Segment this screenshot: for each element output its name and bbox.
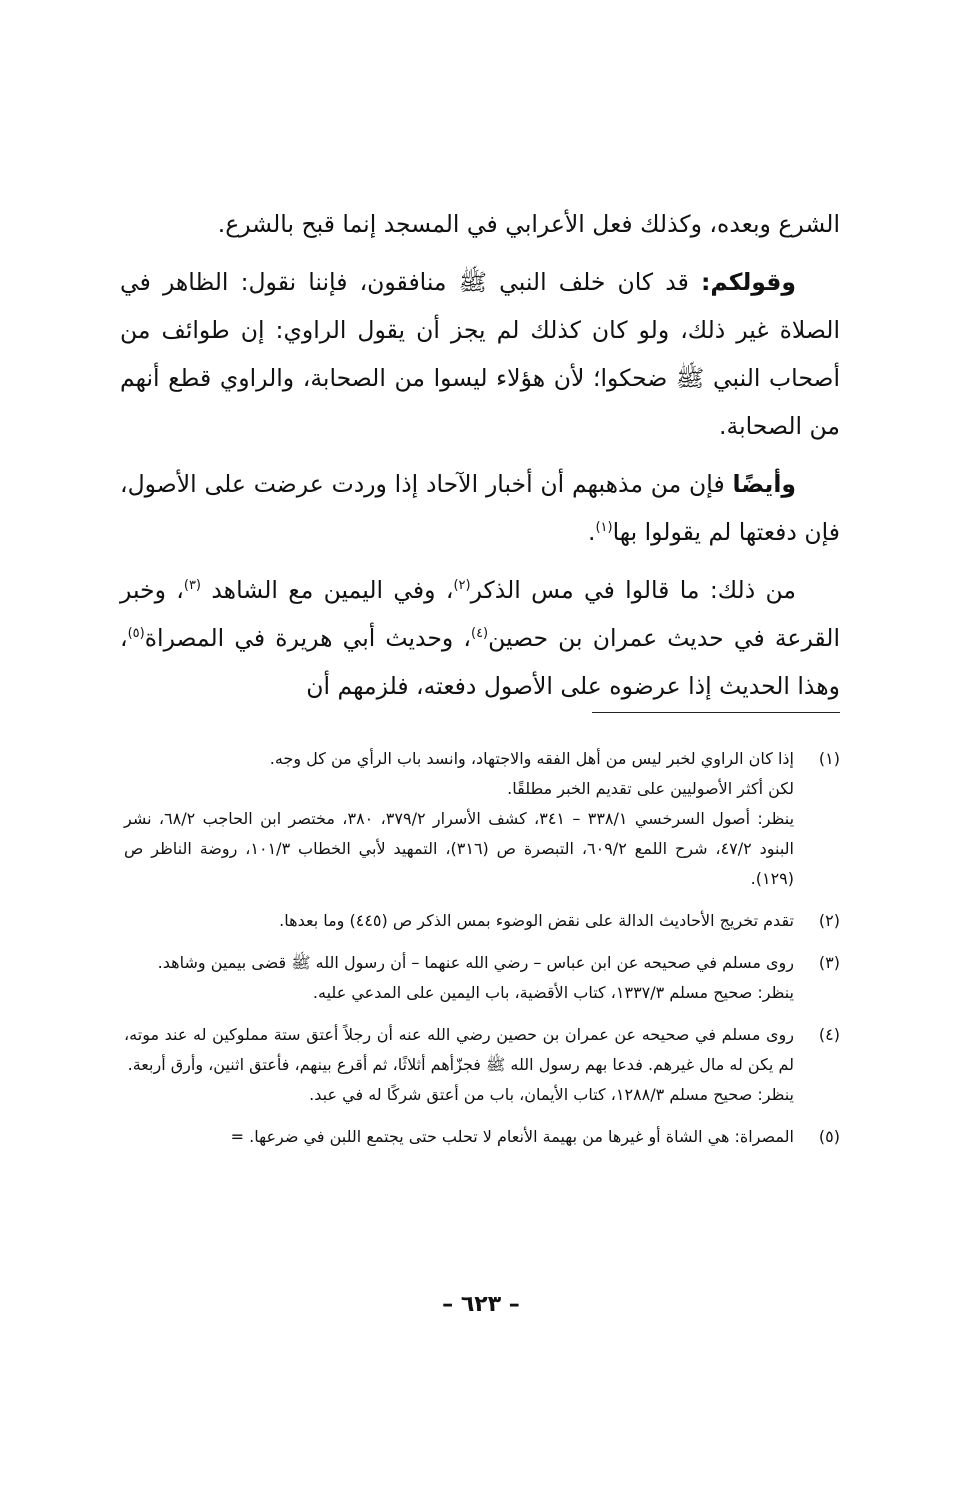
footnote-line: ينظر: أصول السرخسي ٣٣٨/١ – ٣٤١، كشف الأسرار ٣٧٩/٢، ٣٨٠، مختصر ابن الحاجب ٦٨/٢، نشر البنود ٤٧/٢، شرح اللمع ٦٠٩/٢، التبصرة ص (٣١٦)، التمهيد لأبي الخطاب ١٠١/٣، روضة الناظر ص (١٢٩). — [124, 809, 795, 888]
paragraph-4-part-a: من ذلك: ما قالوا في مس الذكر — [470, 576, 796, 604]
footnotes — [124, 744, 840, 1164]
footnote-line: لكن أكثر الأصوليين على تقديم الخبر مطلقًا. — [507, 779, 794, 798]
footnote-ref-5: (٥) — [127, 626, 145, 642]
footnote-line: ينظر: صحيح مسلم ١٣٣٧/٣، كتاب الأقضية، باب اليمين على المدعي عليه. — [312, 983, 794, 1002]
footnote-body — [124, 1122, 794, 1152]
paragraph-4-part-c: ، وخبر القرعة في حديث عمران بن حصين — [120, 576, 840, 652]
paragraph-2-lead: وقولكم: — [700, 268, 796, 296]
footnote-body — [124, 948, 794, 1008]
footnote-ref-4: (٤) — [470, 626, 489, 642]
footnote-3 — [124, 948, 840, 1008]
footnote-body — [124, 906, 794, 936]
footnote-ref-1: (١) — [595, 520, 613, 536]
footnote-5 — [124, 1122, 840, 1152]
paragraph-2-text: قد كان خلف النبي ﷺ منافقون، فإننا نقول: الظاهر في الصلاة غير ذلك، ولو كان كذلك لم يجز أن يقول الراوي: إن طوائف من أصحاب النبي ﷺ ضحكوا؛ لأن هؤلاء ليسوا من الصحابة، والراوي قطع أنهم من الصحابة. — [120, 268, 840, 440]
page-number: – ٦٢٣ – — [442, 1292, 520, 1317]
paragraph-3-text: فإن من مذهبهم أن أخبار الآحاد إذا وردت عرضت على الأصول، فإن دفعتها لم يقولوا بها — [120, 470, 840, 546]
paragraph-2 — [120, 258, 840, 450]
footnote-body — [124, 1020, 794, 1110]
paragraph-1-text: الشرع وبعده، وكذلك فعل الأعرابي في المسجد إنما قبح بالشرع. — [217, 210, 840, 238]
footnote-4 — [124, 1020, 840, 1110]
paragraph-4-part-b: ، وفي اليمين مع الشاهد — [201, 576, 454, 604]
footnote-number: (٥) — [818, 1127, 840, 1146]
paragraph-3 — [120, 460, 840, 556]
paragraph-4 — [120, 566, 840, 710]
footnote-line: ينظر: صحيح مسلم ١٢٨٨/٣، كتاب الأيمان، باب من أعتق شركًا له في عبد. — [309, 1085, 794, 1104]
footnote-divider — [592, 712, 840, 713]
footnote-number: (٣) — [818, 953, 840, 972]
footnote-line: المصراة: هي الشاة أو غيرها من بهيمة الأنعام لا تحلب حتى يجتمع اللبن في ضرعها. = — [230, 1127, 794, 1146]
footnote-body — [124, 744, 794, 894]
footnote-line: تقدم تخريج الأحاديث الدالة على نقض الوضوء بمس الذكر ص (٤٤٥) وما بعدها. — [279, 911, 794, 930]
footnote-line: روى مسلم في صحيحه عن عمران بن حصين رضي الله عنه أن رجلاً أعتق ستة مملوكين له عند موته، لم يكن له مال غيرهم. فدعا بهم رسول الله ﷺ فجزّأهم أثلاثًا، ثم أقرع بينهم، فأعتق اثنين، وأرق أربعة. — [124, 1025, 794, 1074]
footnote-2 — [124, 906, 840, 936]
footnote-ref-2: (٢) — [453, 578, 471, 594]
footnote-line: إذا كان الراوي لخبر ليس من أهل الفقه والاجتهاد، وانسد باب الرأي من كل وجه. — [269, 749, 794, 768]
paragraph-1 — [120, 200, 840, 248]
footnote-1 — [124, 744, 840, 894]
footnote-number: (٤) — [818, 1025, 840, 1044]
footnote-line: روى مسلم في صحيحه عن ابن عباس – رضي الله عنهما – أن رسول الله ﷺ قضى بيمين وشاهد. — [157, 953, 794, 972]
footnote-ref-3: (٣) — [183, 578, 201, 594]
main-text — [120, 200, 840, 720]
paragraph-3-lead: وأيضًا — [732, 470, 796, 498]
paragraph-4-part-d: ، وحديث أبي هريرة في المصراة — [144, 624, 471, 652]
footnote-number: (١) — [818, 749, 840, 768]
paragraph-4-part-e: ، وهذا الحديث إذا عرضوه على الأصول دفعته، فلزمهم أن — [120, 624, 840, 700]
paragraph-3-end: . — [587, 518, 596, 546]
footnote-number: (٢) — [818, 911, 840, 930]
